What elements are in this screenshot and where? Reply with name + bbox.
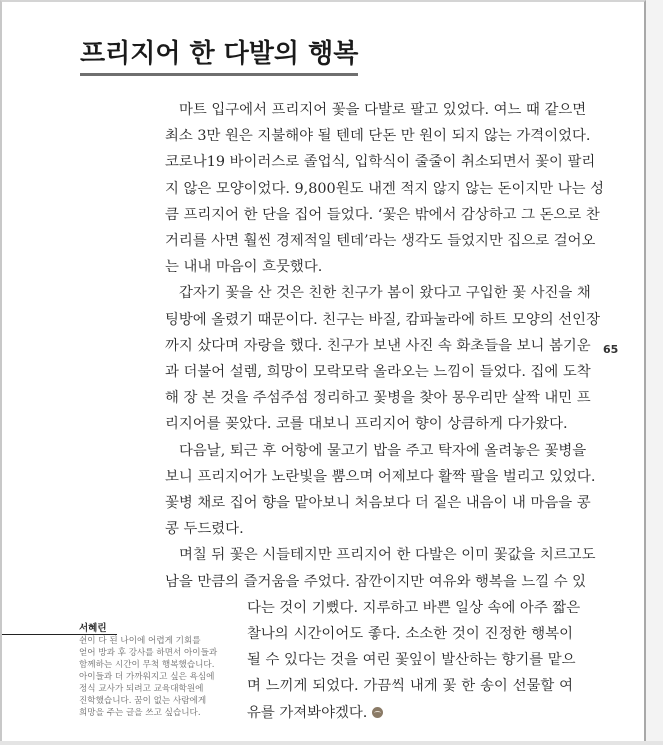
text-line: 될 수 있다는 것을 여린 꽃잎이 발산하는 향기를 맡으 [247,652,576,669]
final-sentence: 유를 가져봐야겠다. [247,704,368,721]
text-line: 팅방에 올렸기 때문이다. 친구는 바질, 캄파눌라에 하트 모양의 선인장 [165,311,600,328]
author-bio [79,635,239,719]
text-line: 까지 샀다며 자랑을 했다. 친구가 보낸 사진 속 화초들을 보니 봄기운 [165,337,591,354]
paragraph-1 [165,97,605,280]
text-line: 다음날, 퇴근 후 어항에 물고기 밥을 주고 탁자에 올려놓은 꽃병을 [179,442,587,459]
text-line: 남을 만큼의 즐거움을 주었다. 잠깐이지만 여유와 행복을 느낄 수 있 [165,573,587,590]
text-line: 찰나의 시간이어도 좋다. 소소한 것이 진정한 행복이 [247,626,573,643]
viewer-bottom-edge [0,741,663,745]
text-line: 과 더불어 설렘, 희망이 모락모락 올라오는 느낌이 들었다. 집에 도착 [165,364,591,381]
text-line: 다는 것이 기뻤다. 지루하고 바쁜 일상 속에 아주 짧은 [247,599,581,616]
article-body [165,97,605,726]
text-line-final [247,700,573,726]
bio-line: 아이들과 더 가까워지고 싶은 욕심에 [79,672,215,682]
text-line: 며칠 뒤 꽃은 시들테지만 프리지어 한 다발은 이미 꽃값을 치르고도 [179,547,596,564]
text-line: 는 내내 마음이 흐뭇했다. [165,259,323,276]
bio-line: 진학했습니다. 꿈이 없는 사람에게 [79,696,207,706]
text-line: 코로나19 바이러스로 졸업식, 입학식이 줄줄이 취소되면서 꽃이 팔리 [165,154,596,171]
page-number: 65 [603,343,619,356]
text-line: 며 느끼게 되었다. 가끔씩 내게 꽃 한 송이 선물할 여 [247,678,573,695]
text-line: 갑자기 꽃을 산 것은 친한 친구가 봄이 왔다고 구입한 꽃 사진을 채 [179,285,591,302]
text-line: 최소 3만 원은 지불해야 될 텐데 단돈 만 원이 되지 않는 가격이었다. [165,128,591,145]
author-name: 서혜린 [79,623,107,634]
bio-line: 얻어 방과 후 강사를 하면서 아이들과 [79,648,218,658]
text-line: 리지어를 꽂았다. 코를 대보니 프리지어 향이 상큼하게 다가왔다. [165,416,568,433]
text-line: 마트 입구에서 프리지어 꽃을 다발로 팔고 있었다. 여느 때 같으면 [179,102,587,118]
text-line: 콩 두드렸다. [165,521,244,538]
bio-line: 정식 교사가 되려고 교육대학원에 [79,684,204,694]
text-line: 큼 프리지어 한 단을 집어 들었다. ‘꽃은 밖에서 감상하고 그 돈으로 찬 [165,206,600,223]
bio-line: 쉰이 다 된 나이에 어렵게 기회를 [79,636,201,646]
text-line: 거리를 사면 훨씬 경제적일 텐데’라는 생각도 들었지만 집으로 걸어오 [165,233,596,250]
text-line: 꽃병 채로 집어 향을 맡아보니 처음보다 더 짙은 내음이 내 마음을 콩 [165,495,591,512]
bio-line: 희망을 주는 글을 쓰고 싶습니다. [79,708,201,718]
bio-line: 함께하는 시간이 무척 행복했습니다. [79,660,215,670]
text-line: 보니 프리지어가 노란빛을 뿜으며 어제보다 활짝 팔을 벌리고 있었다. [165,468,596,485]
text-line: 해 장 본 것을 주섬주섬 정리하고 꽃병을 찾아 몽우리만 살짝 내민 프 [165,390,591,407]
text-line: 지 않은 모양이었다. 9,800원도 내겐 적지 않지 않는 돈이지만 나는 성 [165,180,605,197]
end-of-article-mark-icon [372,707,383,718]
article-title: 프리지어 한 다발의 행복 [80,37,358,76]
paragraph-2 [165,280,600,437]
viewer-right-gutter [646,0,663,745]
paragraph-3 [165,438,596,543]
